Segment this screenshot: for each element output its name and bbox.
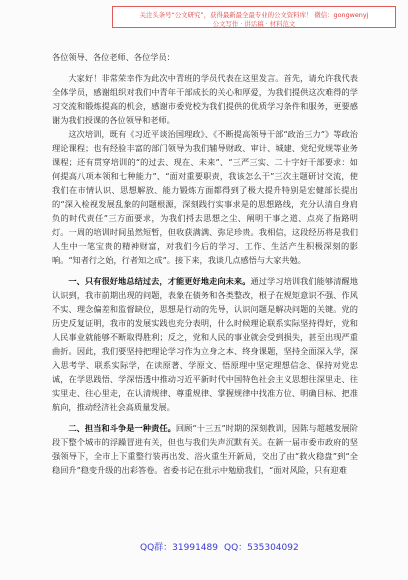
banner-line-2: 公文写作 · 讲话稿 · 材料范文 xyxy=(212,20,296,28)
paragraph-section-1 xyxy=(52,274,358,414)
section-2-text: 回顾“十三五”时期的深刻教训，因陈与超越发展阶段下整个城市的浮躁冒进有关，但也与我们失声沉默有关。在新一届市委市政府的坚强领导下，全市上下重整行装再出发、浴火重生开新局，交出了由“救火稳盘”到“全稳回升”稳变升级的出彩答卷。省委书记在批示中勉励我们，“面对风险，只有迎难 xyxy=(52,423,358,475)
footer-qq-number: QQ：535304092 xyxy=(224,543,299,553)
section-heading-1: 一、只有很好地总结过去，才能更好地走向未来。 xyxy=(68,276,251,286)
paragraph-training: 这次培训，既有《习近平谈治国理政》、《不断提高领导干部“政治三力”》等政治理论课程；也有经验丰富的部门领导为我们辅导财政、审计、城建、党纪党规等业务课程；还有贯穿培训的“的过去、现在、未来”、“三严三实、二十字好干部要求：如何提高八项本领和七种能力”、“面对重要职责，我该怎么干”三次主题研讨交流，使我们在市情认识、思想解放、能力锻炼方面都得到了极大提升特别是宏健部长提出的“深入检视发展乱象的问题根源，深刻践行实事求是的思想路线，充分认清自身肩负的时代责任”三方面要求，为我们捋去思想之尘、阐明干事之道、点亮了指路明灯。一周的培训时间虽然短暂，但收获满满、弥足珍贵。我相信，这段经历将是我们人生中一笔宝贵的精神财富，对我们今后的学习、工作、生活产生积极深刻的影响。“知者行之始，行者知之成”。接下来，我谈几点感悟与大家共勉。 xyxy=(52,129,358,265)
section-heading-2: 二、担当和斗争是一种责任。 xyxy=(68,423,176,433)
header-banner xyxy=(112,6,396,28)
paragraph-section-2 xyxy=(52,421,358,477)
footer-qq-group: QQ群：31991489 xyxy=(140,543,218,553)
banner-line-1: 关注头条号“公文研究”，获得最新最全最专业的公文资料库！ 微信：gongwenyj xyxy=(139,11,369,19)
section-1-text: 通过学习培训我们能够清醒地认识到，我市前期出现的问题，表象在债务和各类整改，根子在规矩意识不强、作风不实、理念偏差和监督缺位，思想是行动的先导，认识问题是解决问题的关键。党的历史反复证明，我市的发展实践也充分表明，什么时候理论联系实际坚持得好，党和人民事业就能够不断取得胜利；反之，党和人民的事业就会受到损失，甚至出现严重曲折。因此，我们要坚持把理论学习作为立身之本、终身课题，坚持全面深入学，深入思考学、联系实际学，在读原著、学原文、悟原理中坚定理想信念、保持对党忠诚，在学思践悟、学深悟透中推动习近平新时代中国特色社会主义思想往深里走、往实里走、往心里走，在认清规律、尊重规律、掌握规律中找准方位、明确目标、把准航向，推动经济社会高质量发展。 xyxy=(52,276,358,412)
salutation: 各位领导、各位老师、各位学员： xyxy=(52,52,175,62)
document-body xyxy=(52,50,358,477)
paragraph-opening: 大家好！非常荣幸作为此次中青班的学员代表在这里发言。首先，请允许我代表全体学员，感谢组织对我们中青年干部成长的关心和厚爱，为我们提供这次难得的学习交流和锻炼提高的机会，感谢市委党校为我们提供的优质学习条件和服务，更要感谢为我们授课的各位领导和老师。 xyxy=(52,73,358,125)
